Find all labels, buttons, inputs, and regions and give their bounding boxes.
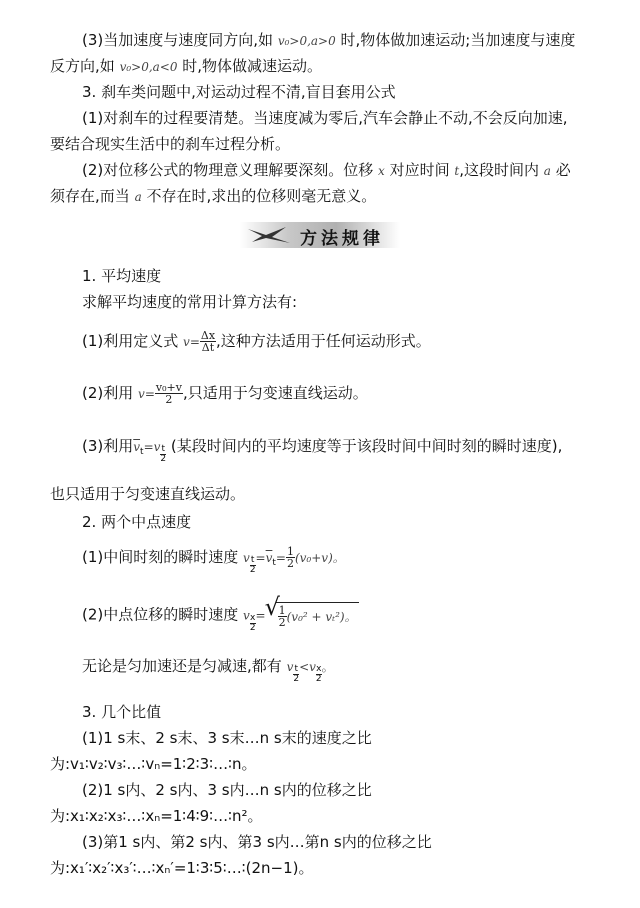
fraction: $\frac{t}{2}$ bbox=[160, 444, 167, 464]
text: ,这种方法适用于任何运动形式。 bbox=[216, 332, 431, 350]
formula: (v₀+v)。 bbox=[294, 551, 345, 565]
section-heading: 3. 几个比值 bbox=[82, 703, 162, 721]
fraction: $\frac{\Delta x}{\Delta t}$ bbox=[200, 329, 216, 354]
formula-line: (1)中间时刻的瞬时速度 v $\frac{t}{2}$ $=\overline{v}_t=$ $\frac{1}{2}$ (v₀+v)。 bbox=[82, 545, 345, 575]
ratio-line: 为:x₁∶x₂∶x₃∶…∶xₙ=1∶4∶9∶…∶n²。 bbox=[50, 807, 263, 825]
formula: $\overline{v}$ bbox=[133, 440, 141, 454]
method-line: (1)利用定义式 v= $\frac{\Delta x}{\Delta t}$ ,这种方法适用于任何运动形式。 bbox=[82, 329, 431, 354]
text-line: 要结合现实生活中的刹车过程分析。 bbox=[50, 135, 291, 153]
formula: v bbox=[183, 335, 190, 349]
text-line: (2)1 s内、2 s内、3 s内…n s内的位移之比 bbox=[82, 781, 372, 799]
text: 对应时间 bbox=[389, 161, 450, 179]
text-line: (1)1 s末、2 s末、3 s末…n s末的速度之比 bbox=[82, 729, 372, 747]
sqrt: √ $\frac{1}{2}$ (v₀² + vₜ²)。 bbox=[276, 602, 359, 628]
text: (1)利用定义式 bbox=[82, 332, 179, 350]
method-line: (2)利用 v= $\frac{\text{v₀+v}}{2}$ ,只适用于匀变速直线运动。 bbox=[82, 381, 368, 406]
method-line: (3)利用$\overline{v}_t=v$ $\frac{t}{2}$ (某段时间内的平均速度等于该段时间中间时刻的瞬时速度), bbox=[82, 437, 563, 464]
text: 须存在,而当 bbox=[50, 187, 130, 205]
text: 时,物体做加速运动;当加速度与速度 bbox=[340, 31, 576, 49]
text: (3)利用 bbox=[82, 437, 134, 455]
text-line: (3)第1 s内、第2 s内、第3 s内…第n s内的位移之比 bbox=[82, 833, 432, 851]
text: 不存在时,求出的位移则毫无意义。 bbox=[146, 187, 377, 205]
text: 时,物体做减速运动。 bbox=[182, 57, 323, 75]
text: 必 bbox=[555, 161, 571, 179]
section-banner bbox=[240, 222, 400, 248]
text-line: 求解平均速度的常用计算方法有: bbox=[82, 293, 298, 311]
banner-title: 方法规律 bbox=[300, 229, 384, 249]
bird-icon bbox=[246, 225, 292, 245]
section-heading: 2. 两个中点速度 bbox=[82, 513, 192, 531]
formula: a bbox=[134, 190, 142, 204]
text: (2)对位移公式的物理意义理解要深刻。位移 bbox=[82, 161, 374, 179]
text: (1)中间时刻的瞬时速度 bbox=[82, 548, 239, 566]
text-line bbox=[50, 56, 322, 77]
formula: v bbox=[138, 387, 145, 401]
formula: t bbox=[454, 164, 460, 178]
section-heading: 3. 刹车类问题中,对运动过程不清,盲目套用公式 bbox=[82, 83, 396, 101]
text: 反方向,如 bbox=[50, 57, 115, 75]
formula: v₀>0,a<0 bbox=[119, 60, 178, 74]
text-line bbox=[82, 160, 571, 181]
text: 无论是匀加速还是匀减速,都有 bbox=[82, 657, 282, 675]
formula-line: 无论是匀加速还是匀减速,都有 v $\frac{t}{2}$ <v $\frac{x}{2}$ 。 bbox=[82, 657, 334, 684]
text-line: (1)对刹车的过程要清楚。当速度减为零后,汽车会静止不动,不会反向加速, bbox=[82, 109, 568, 127]
text-line: 也只适用于匀变速直线运动。 bbox=[50, 485, 246, 503]
text: (2)中点位移的瞬时速度 bbox=[82, 605, 239, 624]
text: ,这段时间内 bbox=[459, 161, 539, 179]
text: ,只适用于匀变速直线运动。 bbox=[182, 384, 368, 402]
formula-line: (2)中点位移的瞬时速度 v $\frac{x}{2}$ = √ $\frac{1}{2}$ (v₀² + vₜ²)。 bbox=[82, 602, 359, 633]
text: (某段时间内的平均速度等于该段时间中间时刻的瞬时速度), bbox=[170, 437, 563, 455]
ratio-line: 为:x₁′∶x₂′∶x₃′∶…∶xₙ′=1∶3∶5∶…∶(2n−1)。 bbox=[50, 859, 314, 877]
section-heading: 1. 平均速度 bbox=[82, 267, 162, 285]
formula: x bbox=[378, 164, 385, 178]
text-line bbox=[50, 186, 376, 207]
fraction: $\frac{\text{v₀+v}}{2}$ bbox=[155, 381, 182, 406]
ratio-line: 为:v₁∶v₂∶v₃∶…∶vₙ=1∶2∶3∶…∶n。 bbox=[50, 755, 257, 773]
text: (2)利用 bbox=[82, 384, 134, 402]
text: (3)当加速度与速度同方向,如 bbox=[82, 31, 274, 49]
formula: a bbox=[543, 164, 551, 178]
formula: v₀>0,a>0 bbox=[277, 34, 336, 48]
text-line bbox=[82, 30, 575, 51]
